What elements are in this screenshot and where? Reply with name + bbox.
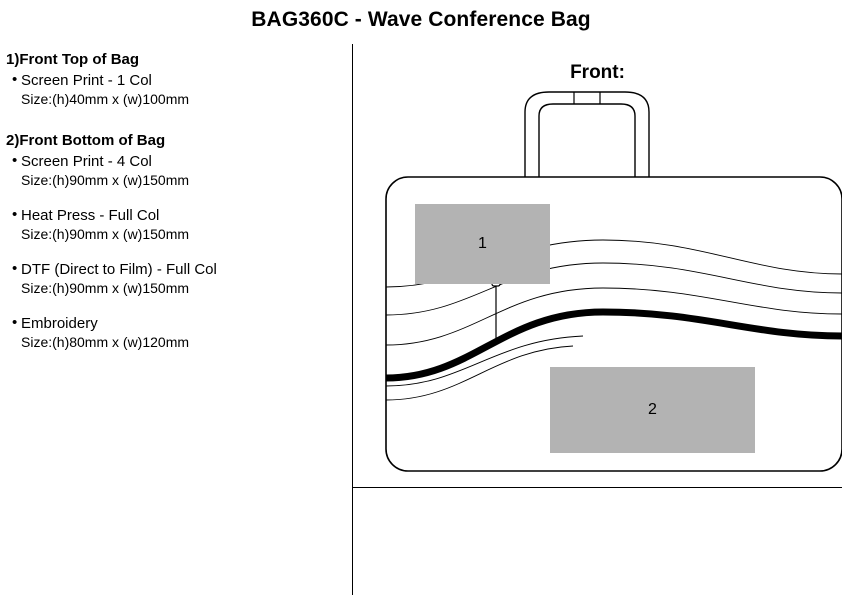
bullet-icon: •	[12, 152, 18, 169]
bullet-icon: •	[12, 314, 18, 331]
spec-group-front-bottom	[0, 131, 348, 352]
horizontal-divider	[352, 487, 842, 488]
spec-group-heading: 2)Front Bottom of Bag	[6, 132, 166, 149]
print-area-1	[415, 204, 550, 284]
bullet-icon: •	[12, 260, 18, 277]
spec-method	[12, 152, 348, 171]
bullet-icon: •	[12, 206, 18, 223]
spec-method	[12, 260, 348, 279]
spacer	[0, 244, 348, 260]
print-area-2	[550, 367, 755, 453]
page-title: BAG360C - Wave Conference Bag	[251, 8, 591, 31]
view-label: Front:	[570, 62, 625, 83]
spec-method-label: Heat Press - Full Col	[21, 207, 160, 224]
spec-group-front-top	[0, 50, 348, 109]
spec-method-label: Embroidery	[21, 315, 98, 332]
spec-size: Size:(h)40mm x (w)100mm	[21, 91, 190, 107]
spec-method	[12, 71, 348, 90]
spec-size: Size:(h)80mm x (w)120mm	[21, 334, 190, 350]
spec-group-heading: 1)Front Top of Bag	[6, 51, 140, 68]
spec-size: Size:(h)90mm x (w)150mm	[21, 226, 190, 242]
decoration-spec-list	[0, 50, 348, 354]
spec-method	[12, 314, 348, 333]
spec-method-label: Screen Print - 4 Col	[21, 153, 152, 170]
spec-method-label: Screen Print - 1 Col	[21, 72, 152, 89]
spec-size: Size:(h)90mm x (w)150mm	[21, 280, 190, 296]
bag-handle-inner-icon	[539, 104, 635, 184]
bullet-icon: •	[12, 71, 18, 88]
spacer	[0, 111, 348, 131]
print-area-label: 1	[478, 235, 487, 252]
spec-method-label: DTF (Direct to Film) - Full Col	[21, 261, 217, 278]
artwork-panel	[353, 44, 842, 487]
spacer	[0, 190, 348, 206]
print-area-label: 2	[648, 401, 657, 418]
spec-method	[12, 206, 348, 225]
spacer	[0, 298, 348, 314]
spec-size: Size:(h)90mm x (w)150mm	[21, 172, 190, 188]
